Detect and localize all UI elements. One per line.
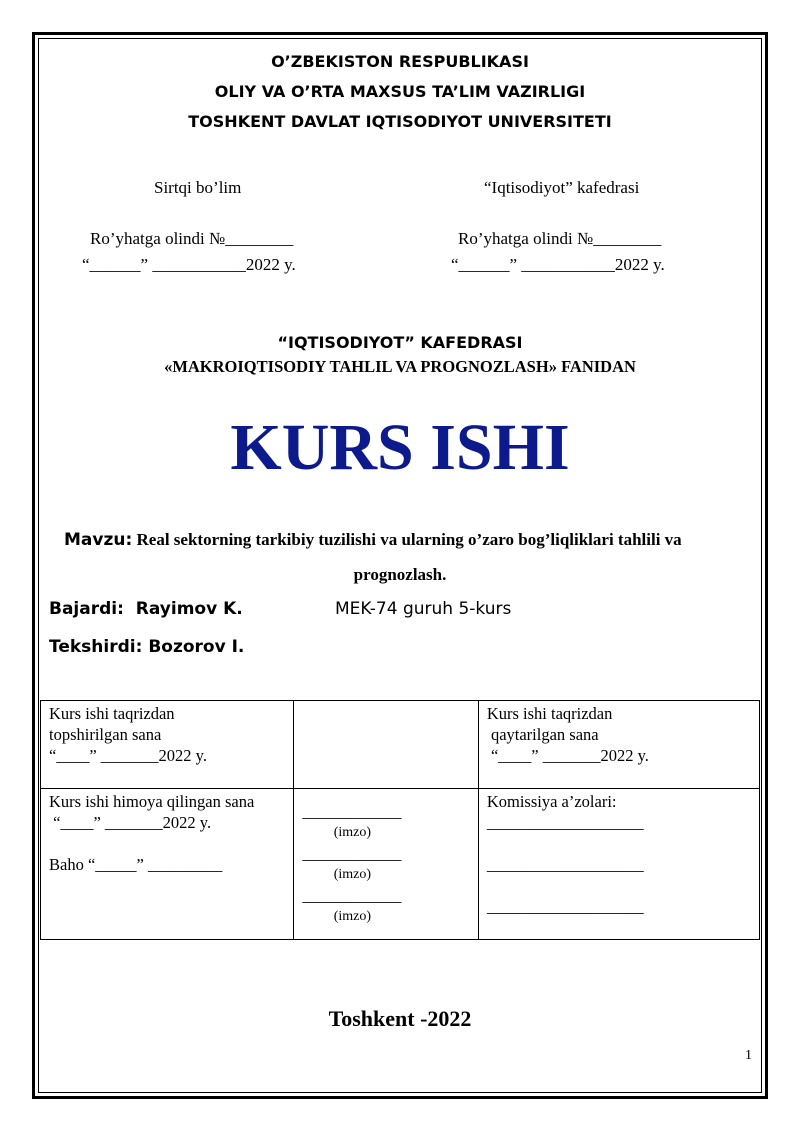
cell-text: topshirilgan sana [49, 725, 162, 744]
signature-line: ____________ [302, 802, 402, 821]
signature-line: ____________ [302, 844, 402, 863]
signature-line: ____________ [302, 886, 402, 905]
tekshirdi-name: Bozorov I. [148, 637, 245, 657]
imzo-label: (imzo) [333, 867, 372, 882]
header-line-3: TOSHKENT DAVLAT IQTISODIYOT UNIVERSITETI [188, 112, 612, 131]
footer-city: Toshkent -2022 [328, 1006, 472, 1031]
page-number: 1 [745, 1048, 752, 1063]
commission-cell [478, 789, 759, 940]
cell-text: qaytarilgan sana [486, 725, 599, 744]
tekshirdi-line [49, 637, 244, 657]
mavzu-text-2: prognozlash. [353, 565, 447, 584]
imzo-label: (imzo) [333, 909, 372, 924]
left-dept: Sirtqi bo’lim [154, 178, 242, 197]
cell-text: Kurs ishi taqrizdan [486, 704, 613, 723]
defense-cell [41, 789, 294, 940]
right-registration: Ro’yhatga olindi №________ [458, 229, 662, 248]
bajardi-label: Bajardi: [49, 599, 124, 619]
tekshirdi-label: Tekshirdi: [49, 637, 143, 657]
cell-text: Kurs ishi himoya qilingan sana [49, 792, 255, 811]
signature-table [40, 700, 760, 940]
mavzu-line-1 [64, 530, 682, 550]
header-line-1: O’ZBEKISTON RESPUBLIKASI [271, 52, 529, 71]
bajardi-line [49, 599, 243, 619]
imzo-label: (imzo) [333, 825, 372, 840]
document-title: KURS ISHI [230, 411, 570, 484]
cell-text: “____” _______2022 y. [486, 746, 649, 765]
signatures-cell [294, 789, 478, 940]
commission-line: ___________________ [486, 813, 644, 832]
right-date: “______” ___________2022 y. [451, 255, 665, 274]
fan-title: «MAKROIQTISODIY TAHLIL VA PROGNOZLASH» FANIDAN [164, 357, 636, 376]
left-date: “______” ___________2022 y. [82, 255, 296, 274]
kafedra-title: “IQTISODIYOT” KAFEDRASI [277, 333, 523, 352]
cell-text: Kurs ishi taqrizdan [49, 704, 175, 723]
mavzu-text-1: Real sektorning tarkibiy tuzilishi va ularning o’zaro bog’liqliklari tahlili va [136, 530, 682, 549]
right-dept: “Iqtisodiyot” kafedrasi [484, 178, 640, 197]
mavzu-label: Mavzu: [64, 530, 133, 550]
cell-text: “____” _______2022 y. [49, 813, 212, 832]
table-row [41, 701, 760, 789]
header-line-2: OLIY VA O’RTA MAXSUS TA’LIM VAZIRLIGI [214, 82, 586, 101]
table-row [41, 789, 760, 940]
grade-text: Baho “_____” _________ [49, 855, 223, 874]
review-submitted-cell [41, 701, 294, 789]
cell-text: “____” _______2022 y. [49, 746, 207, 765]
bajardi-group: MEK-74 guruh 5-kurs [335, 599, 512, 619]
left-registration: Ro’yhatga olindi №________ [90, 229, 294, 248]
bajardi-name: Rayimov K. [135, 599, 243, 619]
commission-line: ___________________ [486, 855, 644, 874]
review-returned-cell [478, 701, 759, 789]
empty-cell [294, 701, 478, 789]
cell-text: Komissiya a’zolari: [486, 792, 617, 811]
commission-line: ___________________ [486, 897, 644, 916]
